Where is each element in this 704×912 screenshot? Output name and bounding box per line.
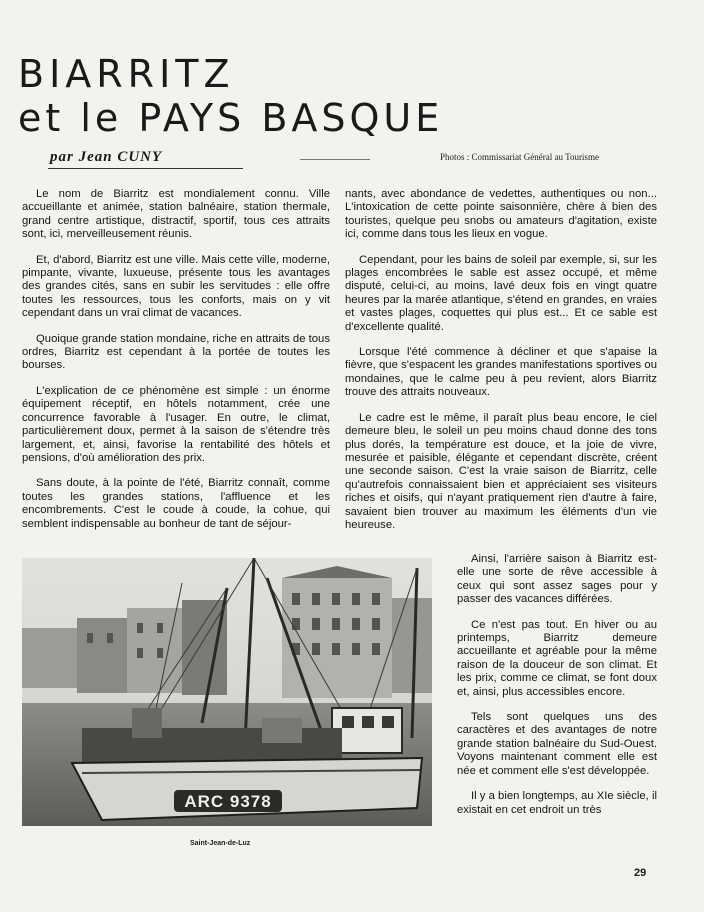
paragraph: Lorsque l'été commence à décliner et que s'apaise la fièvre, que s'espacent les grandes manifestations sportives ou mondaines, que le calme peu à peu revient, alors Biarritz trouve des attraits nouveaux.	[345, 346, 657, 399]
byline-underline	[48, 168, 243, 169]
paragraph: Cependant, pour les bains de soleil par exemple, si, sur les plages encombrées le sable est assez occupé, et même disputé, celui-ci, au moins, lavé deux fois en vingt quatre heures par la marée atlantique, s'étend en grandes, en vraies et vastes plages, coquettes qui plus est... Et ce sable est d'excellente qualité.	[345, 253, 657, 333]
harbor-photo	[22, 558, 432, 826]
paragraph: Le nom de Biarritz est mondialement connu. Ville accueillante et animée, station balnéaire, station thermale, grand centre artistique, distractif, sportif, tous ces attraits sont, ici, merveilleusement réunis.	[22, 188, 330, 241]
paragraph: Ce n'est pas tout. En hiver ou au printemps, Biarritz demeure accueillante et agréable pour la même raison de la douceur de son climat. Et les prix, comme ce climat, se font doux et, ainsi, plus accessibles encore.	[457, 618, 657, 698]
text-column-narrow	[457, 553, 657, 829]
header-divider	[300, 159, 370, 160]
paragraph: Et, d'abord, Biarritz est une ville. Mais cette ville, moderne, pimpante, vivante, luxueuse, présente tous les avantages des grandes cités, sans en subir les servitudes : elle offre toutes les ressources, tous les conforts, mais on y vit cependant dans un vrai climat de vacances.	[22, 253, 330, 320]
paragraph: Sans doute, à la pointe de l'été, Biarritz connaît, comme toutes les grandes stations, l'affluence et les encombrements. C'est le coude à coude, la cohue, qui semblent indispensable au bonheur de tant de séjour-	[22, 477, 330, 530]
author-byline: par Jean CUNY	[50, 149, 163, 165]
paragraph: nants, avec abondance de vedettes, authentiques ou non... L'intoxication de cette pointe saisonnière, chère à bien des touristes, quelque peu snobs ou amateurs d'agitation, existe ici, comme dans tous les lieux en vogue.	[345, 188, 657, 241]
paragraph: Il y a bien longtemps, au XIe siècle, il existait en cet endroit un très	[457, 790, 657, 816]
boat-registration: ARC 9378	[184, 792, 272, 811]
photo-credit: Photos : Commissariat Général au Tourisme	[440, 152, 599, 162]
photo-caption: Saint-Jean-de-Luz	[190, 840, 251, 847]
text-column-left	[22, 188, 330, 543]
paragraph: Tels sont quelques uns des caractères et des avantages de notre grande station balnéaire du Sud-Ouest. Voyons maintenant comment elle est née et comment elle s'est développée.	[457, 711, 657, 777]
paragraph: L'explication de ce phénomène est simple : un énorme équipement réceptif, en hôtels notamment, crée une concurrence favorable à l'usager. En outre, le climat, particulièrement doux, permet à la saison de s'étendre très largement, et, ainsi, favorise la rentabilité des hôtels et pensions, d'où amélioration des prix.	[22, 384, 330, 464]
text-column-right	[345, 188, 657, 544]
article-title-line-2: et le PAYS BASQUE	[18, 96, 444, 140]
paragraph: Quoique grande station mondaine, riche en attraits de tous ordres, Biarritz est cependant à la portée de toutes les bourses.	[22, 332, 330, 372]
paragraph: Ainsi, l'arrière saison à Biarritz est-elle une sorte de rêve accessible à ceux qui sont assez sages pour y passer des vacances différées.	[457, 553, 657, 606]
paragraph: Le cadre est le même, il paraît plus beau encore, le ciel demeure bleu, le soleil un peu moins chaud donne des tons plus dorés, la température est douce, et la joie de vivre, mesurée et paisible, élégante et cependant discrète, créent une seconde saison. C'est la vraie saison de Biarritz, celle qu'autrefois connaissaient bien et appréciaient ses visiteurs riches et oisifs, qui n'ayant pratiquement rien d'autre à faire, savaient bien trouver au maximum les éléments d'un vie heureuse.	[345, 411, 657, 531]
article-title-line-1: BIARRITZ	[18, 52, 235, 96]
page-number: 29	[634, 867, 647, 879]
